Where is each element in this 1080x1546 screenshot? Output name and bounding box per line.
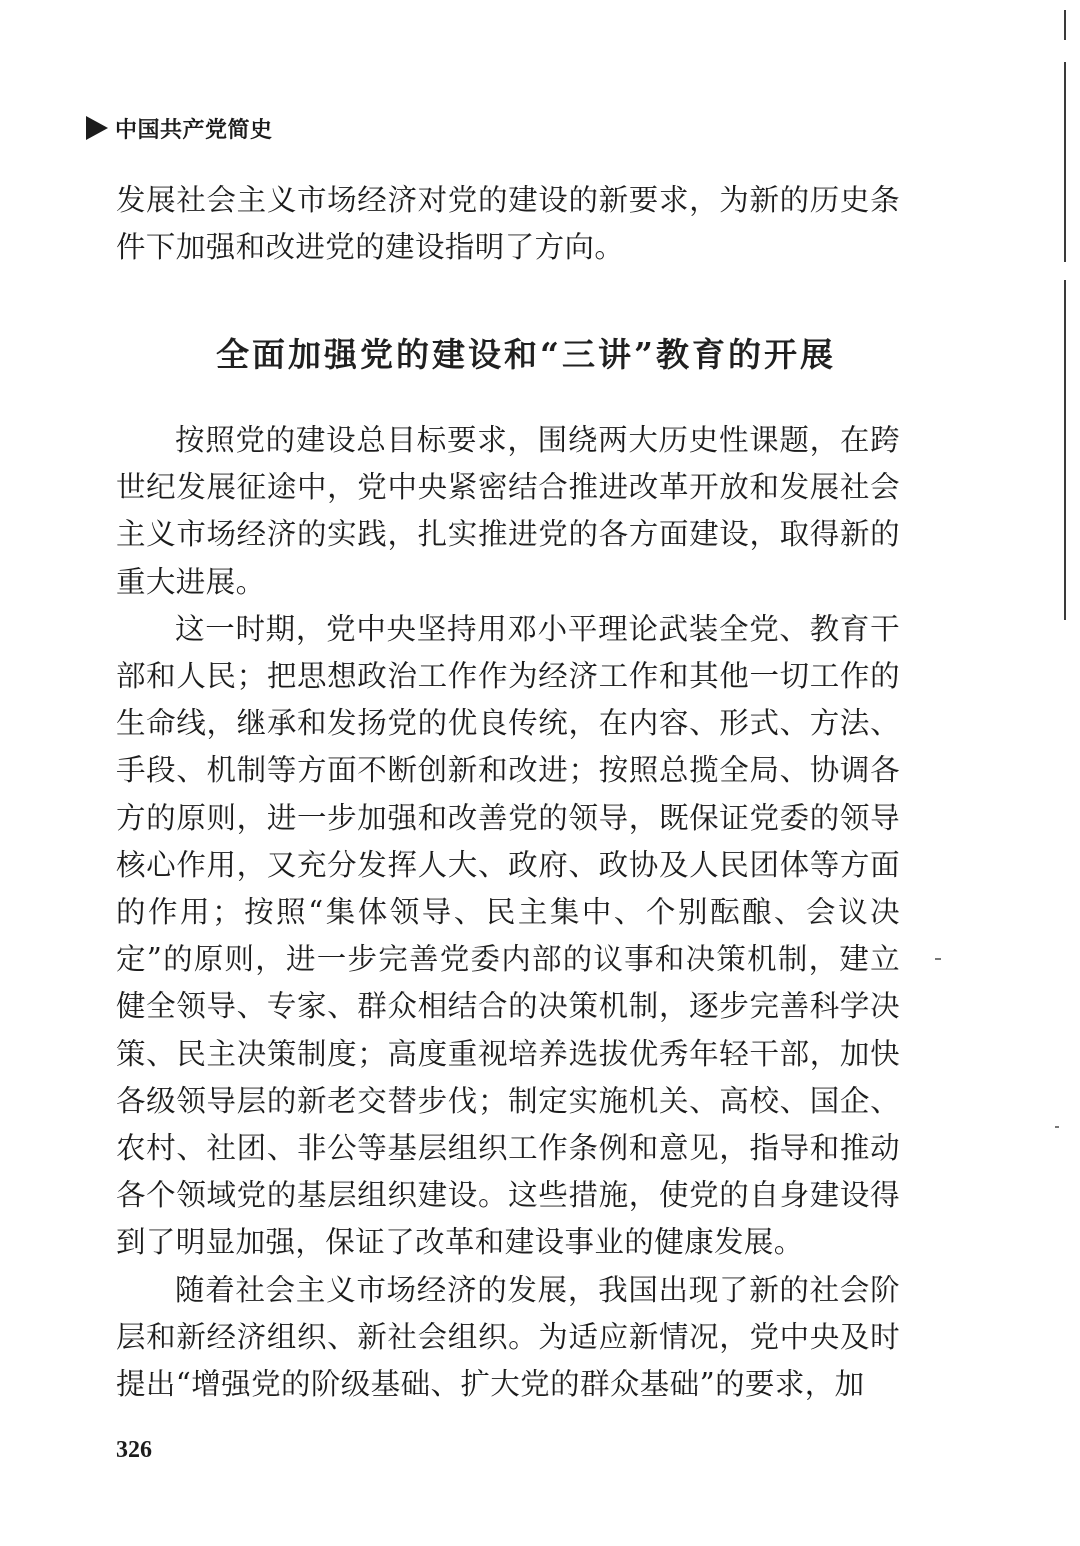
paragraph: 这一时期，党中央坚持用邓小平理论武装全党、教育干部和人民；把思想政治工作作为经济工作和其他一切工作的生命线，继承和发扬党的优良传统，在内容、形式、方法、手段、机制等方面不断创新和改进；按照总揽全局、协调各方的原则，进一步加强和改善党的领导，既保证党委的领导核心作用，又充分发挥人大、政府、政协及人民团体等方面的作用；按照“集体领导、民主集中、个别酝酿、会议决定”的原则，进一步完善党委内部的议事和决策机制，建立健全领导、专家、群众相结合的决策机制，逐步完善科学决策、民主决策制度；高度重视培养选拔优秀年轻干部，加快各级领导层的新老交替步伐；制定实施机关、高校、国企、农村、社团、非公等基层组织工作条例和意见，指导和推动各个领域党的基层组织建设。这些措施，使党的自身建设得到了明显加强，保证了改革和建设事业的健康发展。 [116, 611, 900, 1260]
scan-edge-mark [1064, 62, 1066, 262]
scan-edge-mark [1064, 10, 1066, 40]
triangle-marker-icon [86, 116, 108, 140]
body-text [116, 417, 900, 1408]
scan-edge-mark [1064, 280, 1066, 620]
section-heading: 全面加强党的建设和“三讲”教育的开展 [216, 335, 836, 374]
intro-text [116, 177, 900, 271]
page-number: 326 [116, 1437, 152, 1463]
book-title: 中国共产党简史 [115, 117, 273, 143]
paragraph: 发展社会主义市场经济对党的建设的新要求，为新的历史条件下加强和改进党的建设指明了方向。 [116, 183, 900, 265]
paragraph: 按照党的建设总目标要求，围绕两大历史性课题，在跨世纪发展征途中，党中央紧密结合推进改革开放和发展社会主义市场经济的实践，扎实推进党的各方面建设，取得新的重大进展。 [116, 423, 900, 599]
scan-speck [935, 958, 941, 960]
scan-speck [1055, 1126, 1059, 1128]
paragraph: 随着社会主义市场经济的发展，我国出现了新的社会阶层和新经济组织、新社会组织。为适应新情况，党中央及时提出“增强党的阶级基础、扩大党的群众基础”的要求，加 [116, 1272, 900, 1402]
running-header [86, 111, 273, 145]
